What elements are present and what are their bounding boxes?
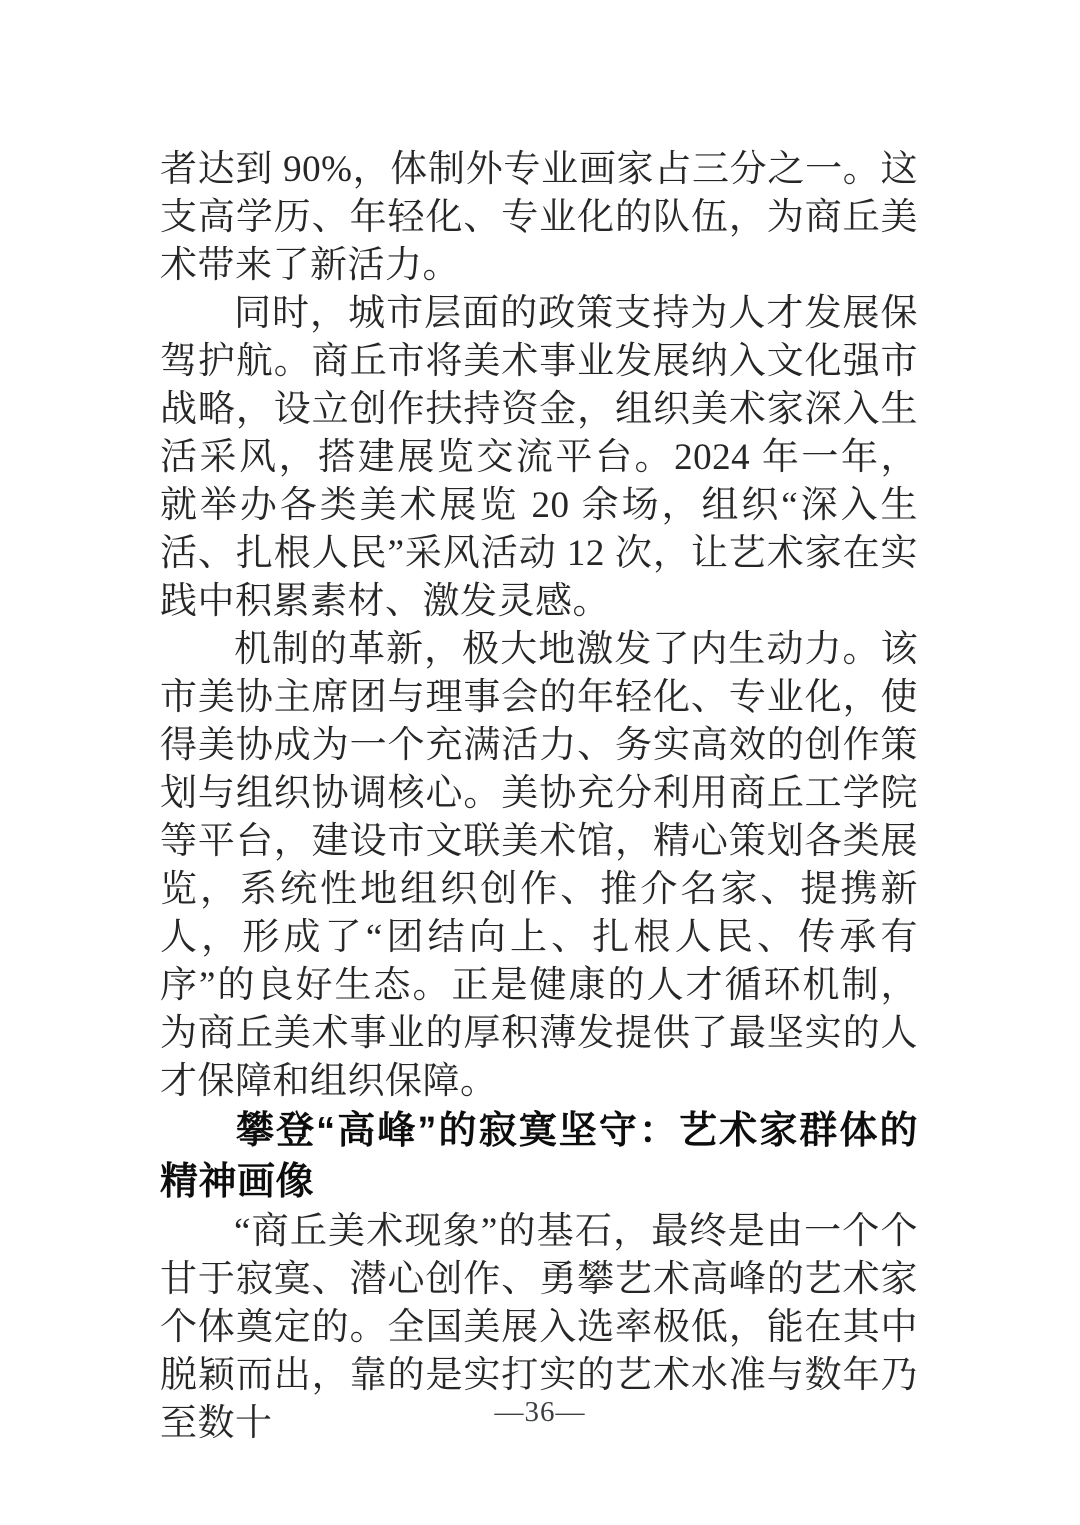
paragraph-mechanism-reform: 机制的革新，极大地激发了内生动力。该市美协主席团与理事会的年轻化、专业化，使得美协成为一个充满活力、务实高效的创作策划与组织协调核心。美协充分利用商丘工学院等平台，建设市文联美术馆，精心策划各类展览，系统性地组织创作、推介名家、提携新人，形成了“团结向上、扎根人民、传承有序”的良好生态。正是健康的人才循环机制，为商丘美术事业的厚积薄发提供了最坚实的人才保障和组织保障。 — [160, 629, 918, 1102]
paragraph-artist-group: “商丘美术现象”的基石，最终是由一个个甘于寂寞、潜心创作、勇攀艺术高峰的艺术家个体奠定的。全国美展入选率极低，能在其中脱颖而出，靠的是实打实的艺术水准与数年乃至数十 — [160, 1211, 918, 1444]
paragraph-policy-support: 同时，城市层面的政策支持为人才发展保驾护航。商丘市将美术事业发展纳入文化强市战略，设立创作扶持资金，组织美术家深入生活采风，搭建展览交流平台。2024 年一年，就举办各类美术展览 20 余场，组织“深入生活、扎根人民”采风活动 12 次，让艺术家在实践中积累素材、激发灵感。 — [160, 293, 918, 622]
text-column — [160, 146, 918, 1448]
paragraph-continuation: 者达到 90%，体制外专业画家占三分之一。这支高学历、年轻化、专业化的队伍，为商丘美术带来了新活力。 — [160, 149, 918, 286]
page-number: —36— — [494, 1396, 586, 1428]
section-heading: 攀登“高峰”的寂寞坚守：艺术家群体的精神画像 — [160, 1110, 918, 1203]
